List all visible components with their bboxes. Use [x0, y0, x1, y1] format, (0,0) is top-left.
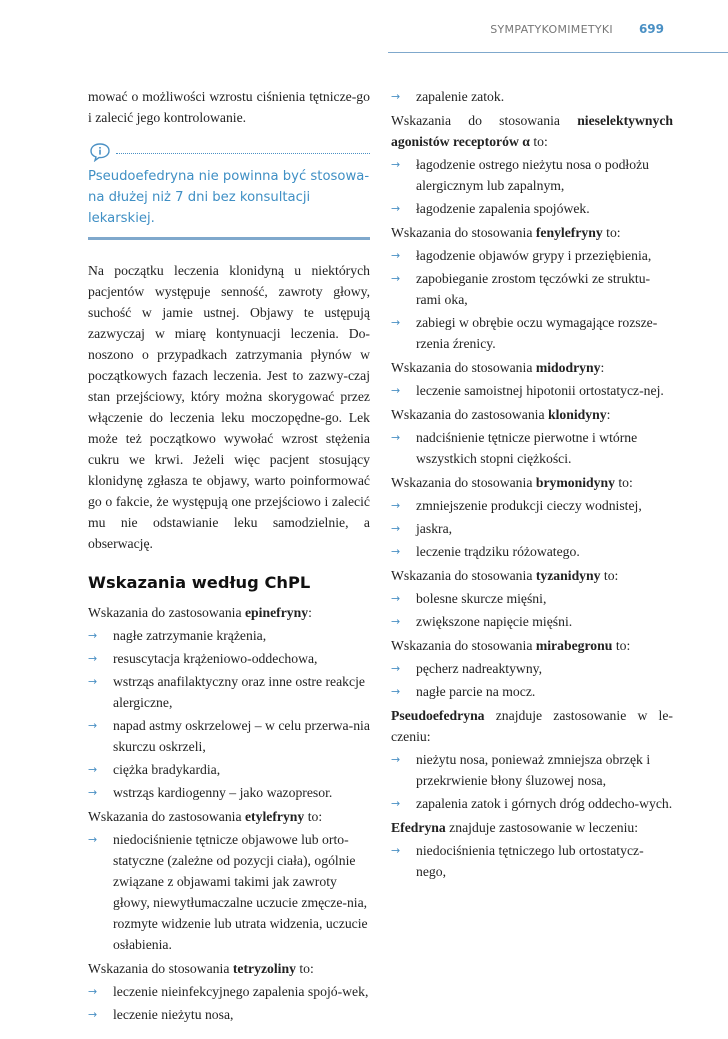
list-item-text: zapobieganie zrostom tęczówki ze struktu-rami oka, [416, 271, 651, 307]
section-heading: Wskazania według ChPL [88, 573, 311, 592]
indication-list [391, 840, 673, 882]
drug-name: fenylefryny [535, 225, 603, 240]
list-item [391, 541, 673, 562]
indication-intro: Wskazania do stosowania tyzanidyny to: [391, 568, 619, 583]
arrow-bullet-icon: → [391, 685, 401, 698]
list-item [391, 611, 673, 632]
list-item [88, 671, 370, 713]
indication-list [88, 625, 370, 803]
arrow-bullet-icon: → [391, 158, 401, 171]
list-item [391, 588, 673, 609]
arrow-bullet-icon: → [391, 844, 401, 857]
drug-name: epinefryny [244, 605, 309, 620]
arrow-bullet-icon: → [88, 833, 98, 846]
list-item [391, 749, 673, 791]
note-rule [88, 237, 370, 240]
list-item-text: zapalenia zatok i górnych dróg oddecho-wych. [416, 796, 673, 811]
info-bulb-icon [88, 142, 112, 162]
arrow-bullet-icon: → [88, 763, 98, 776]
indication-intro: Wskazania do stosowania mirabegronu to: [391, 638, 631, 653]
list-item [391, 86, 673, 107]
indication-intro: Wskazania do stosowania midodryny: [391, 360, 605, 375]
list-item-text: bolesne skurcze mięśni, [416, 591, 547, 606]
note-text: Pseudoefedryna nie powinna być stosowa-na dłużej niż 7 dni bez konsultacji lekarskiej. [88, 169, 370, 226]
arrow-bullet-icon: → [391, 249, 401, 262]
list-item-text: pęcherz nadreaktywny, [416, 661, 543, 676]
arrow-bullet-icon: → [391, 545, 401, 558]
list-item [391, 312, 673, 354]
list-item-text: zwiększone napięcie mięśni. [416, 614, 573, 629]
arrow-bullet-icon: → [391, 522, 401, 535]
list-item-text: niedociśnienia tętniczego lub ortostatycz-nego, [416, 843, 644, 879]
list-item-text: leczenie samoistnej hipotonii ortostatycz-nej. [416, 383, 664, 398]
list-item-text: zapalenie zatok. [416, 89, 505, 104]
drug-name: tetryzoliny [232, 961, 296, 976]
arrow-bullet-icon: → [88, 719, 98, 732]
list-item [88, 981, 370, 1002]
list-item [391, 154, 673, 196]
drug-name: klonidyny [547, 407, 607, 422]
list-item [391, 658, 673, 679]
list-item-text: nagłe zatrzymanie krążenia, [113, 628, 267, 643]
arrow-bullet-icon: → [88, 652, 98, 665]
right-lead-list [391, 86, 673, 107]
arrow-bullet-icon: → [391, 316, 401, 329]
list-item-text: łagodzenie ostrego nieżytu nosa o podłożu alergicznym lub zapalnym, [416, 157, 650, 193]
list-item [88, 648, 370, 669]
indication-list [391, 245, 673, 354]
list-item [88, 829, 370, 955]
arrow-bullet-icon: → [391, 797, 401, 810]
drug-name: Pseudoefedryna [391, 708, 485, 723]
list-item-text: wstrząs anafilaktyczny oraz inne ostre reakcje alergiczne, [113, 674, 365, 710]
list-item-text: resuscytacja krążeniowo-oddechowa, [113, 651, 318, 666]
arrow-bullet-icon: → [391, 272, 401, 285]
arrow-bullet-icon: → [391, 90, 401, 103]
arrow-bullet-icon: → [391, 592, 401, 605]
arrow-bullet-icon: → [391, 431, 401, 444]
drug-name: etylefryny [244, 809, 305, 824]
list-item [88, 625, 370, 646]
indication-intro: Wskazania do stosowania nieselektywnych agonistów receptorów α to: [391, 113, 673, 149]
list-item [391, 268, 673, 310]
indication-list [391, 154, 673, 219]
list-item [391, 840, 673, 882]
drug-name: mirabegronu [535, 638, 613, 653]
header-rule [388, 52, 728, 53]
drug-name: tyzanidyny [535, 568, 601, 583]
list-item [391, 380, 673, 401]
list-item-text: nagłe parcie na mocz. [416, 684, 536, 699]
list-item [391, 245, 673, 266]
list-item [391, 518, 673, 539]
list-item-text: łagodzenie zapalenia spojówek. [416, 201, 590, 216]
list-item [391, 681, 673, 702]
left-indications [88, 602, 370, 1025]
list-item-text: łagodzenie objawów grypy i przeziębienia, [416, 248, 652, 263]
drug-name: brymonidyny [535, 475, 615, 490]
indication-intro: Wskazania do zastosowania klonidyny: [391, 407, 611, 422]
header-title: SYMPATYKOMIMETYKI [490, 22, 613, 36]
indication-intro: Wskazania do stosowania tetryzoliny to: [88, 961, 314, 976]
indication-intro: Efedryna znajduje zastosowanie w leczeniu: [391, 820, 639, 835]
list-item [391, 495, 673, 516]
list-item-text: wstrząs kardiogenny – jako wazopresor. [113, 785, 333, 800]
page-number: 699 [638, 22, 664, 36]
list-item-text: leczenie nieinfekcyjnego zapalenia spojó-wek, [113, 984, 369, 999]
list-item-text: jaskra, [416, 521, 453, 536]
indication-list [391, 749, 673, 814]
indication-list [88, 829, 370, 955]
indication-list [88, 981, 370, 1025]
arrow-bullet-icon: → [391, 384, 401, 397]
right-column [391, 86, 673, 884]
arrow-bullet-icon: → [391, 202, 401, 215]
list-item [88, 759, 370, 780]
indication-intro: Wskazania do zastosowania etylefryny to: [88, 809, 323, 824]
indication-intro: Wskazania do stosowania brymonidyny to: [391, 475, 633, 490]
list-item-text: leczenie trądziku różowatego. [416, 544, 580, 559]
body-paragraph: Na początku leczenia klonidyną u niektórych pacjentów występuje senność, zawroty głowy, suchość w jamie ustnej. Objawy te ustępują zazwyczaj w miarę kontynuacji leczenia. Do-noszono o przypadkach zatrzymania płynów w początkowych fazach leczenia. Jest to zazwy-czaj stan przejściowy, który można skorygować przez włączenie do leczenia leku moczopędne-go. Lek może też początkowo wywołać wzrost stężenia cukru we krwi. Jeżeli więc pacjent stosujący klonidynę zgłasza te objawy, warto poinformować go o fakcie, że występują one przejściowo i zalecić mu nie odstawianie leku samodzielnie, a obserwację. [88, 263, 370, 551]
arrow-bullet-icon: → [88, 786, 98, 799]
arrow-bullet-icon: → [391, 499, 401, 512]
indication-intro: Wskazania do stosowania fenylefryny to: [391, 225, 621, 240]
indication-list [391, 427, 673, 469]
list-item-text: nieżytu nosa, ponieważ zmniejsza obrzęk i przekrwienie błony śluzowej nosa, [416, 752, 651, 788]
arrow-bullet-icon: → [88, 675, 98, 688]
left-column [88, 86, 370, 1027]
list-item-text: leczenie nieżytu nosa, [113, 1007, 234, 1022]
list-item-text: ciężka bradykardia, [113, 762, 221, 777]
note-box [88, 142, 370, 240]
indication-list [391, 495, 673, 562]
indication-intro: Wskazania do zastosowania epinefryny: [88, 605, 312, 620]
right-indications [391, 110, 673, 882]
list-item-text: zmniejszenie produkcji cieczy wodnistej, [416, 498, 642, 513]
intro-paragraph: mować o możliwości wzrostu ciśnienia tętnicze-go i zalecić jego kontrolowanie. [88, 89, 370, 125]
arrow-bullet-icon: → [391, 753, 401, 766]
list-item-text: napad astmy oskrzelowej – w celu przerwa-nia skurczu oskrzeli, [113, 718, 370, 754]
list-item [391, 198, 673, 219]
drug-name: Efedryna [391, 820, 446, 835]
list-item [88, 782, 370, 803]
arrow-bullet-icon: → [88, 629, 98, 642]
indication-intro: Pseudoefedryna znajduje zastosowanie w le-czeniu: [391, 708, 673, 744]
arrow-bullet-icon: → [391, 662, 401, 675]
drug-name: midodryny [535, 360, 601, 375]
drug-name: nieselektywnych agonistów receptorów α [391, 113, 673, 149]
indication-list [391, 380, 673, 401]
list-item-text: zabiegi w obrębie oczu wymagające rozsze-rzenia źrenicy. [416, 315, 658, 351]
arrow-bullet-icon: → [88, 985, 98, 998]
list-item [88, 715, 370, 757]
list-item [391, 427, 673, 469]
arrow-bullet-icon: → [391, 615, 401, 628]
indication-list [391, 588, 673, 632]
running-header [490, 22, 664, 36]
list-item [391, 793, 673, 814]
arrow-bullet-icon: → [88, 1008, 98, 1021]
list-item [88, 1004, 370, 1025]
indication-list [391, 658, 673, 702]
list-item-text: niedociśnienie tętnicze objawowe lub orto-statyczne (zależne od pozycji ciała), ogólnie związane z objawami takimi jak zawroty głowy, niewytłumaczalne uczucie zmęcze-nia, rozmyte widzenie lub utrata widzenia, uczucie osłabienia. [113, 832, 368, 952]
list-item-text: nadciśnienie tętnicze pierwotne i wtórne wszystkich stopni ciężkości. [416, 430, 638, 466]
